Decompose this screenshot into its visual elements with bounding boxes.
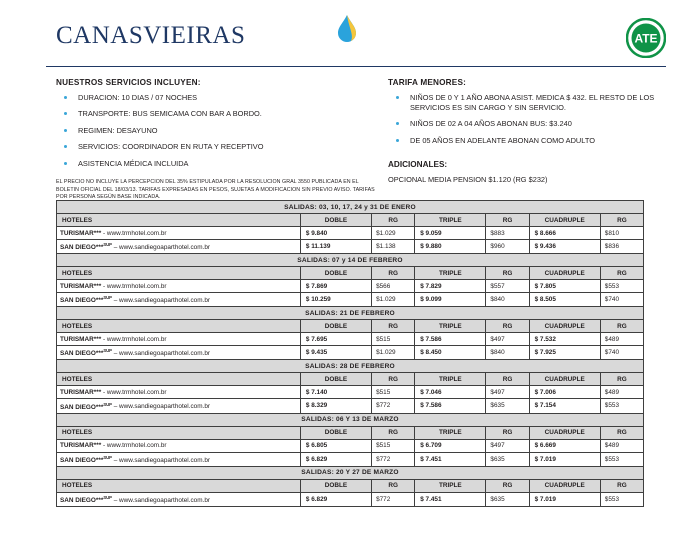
- document-header: [0, 0, 700, 62]
- rg-doble: $1.138: [372, 240, 415, 254]
- hotel-cell[interactable]: SAN DIEGO***$^{SUP}$ – www.sandiegoaparthotel.com.br: [57, 492, 301, 506]
- price-triple: $ 7.451: [415, 492, 486, 506]
- rg-cuadruple: $836: [600, 240, 643, 254]
- additional-title: ADICIONALES:: [388, 159, 448, 169]
- col-rg1: RG: [372, 373, 415, 386]
- rg-doble: $566: [372, 280, 415, 293]
- col-doble: DOBLE: [300, 373, 371, 386]
- table-column-headers: [57, 373, 644, 386]
- price-doble: $ 7.695: [300, 333, 371, 346]
- rg-triple: $840: [486, 293, 529, 307]
- hotel-cell[interactable]: SAN DIEGO***$^{SUP}$ – www.sandiegoaparthotel.com.br: [57, 452, 301, 466]
- col-hoteles: HOTELES: [57, 373, 301, 386]
- rg-cuadruple: $553: [600, 399, 643, 413]
- rg-doble: $772: [372, 399, 415, 413]
- rg-triple: $840: [486, 346, 529, 360]
- price-doble: $ 6.829: [300, 492, 371, 506]
- price-doble: $ 6.805: [300, 439, 371, 452]
- col-rg3: RG: [600, 479, 643, 492]
- col-triple: TRIPLE: [415, 267, 486, 280]
- col-cuadruple: CUADRUPLE: [529, 373, 600, 386]
- rg-doble: $515: [372, 386, 415, 399]
- services-list: [56, 93, 376, 169]
- price-triple: $ 9.880: [415, 240, 486, 254]
- rg-doble: $1.029: [372, 227, 415, 240]
- price-doble: $ 11.139: [300, 240, 371, 254]
- table-row: [57, 240, 644, 254]
- col-rg3: RG: [600, 214, 643, 227]
- fineprint-note: EL PRECIO NO INCLUYE LA PERCEPCION DEL 35% ESTIPULADA POR LA RESOLUCION GRAL 3550 PUBLICADA EN EL BOLETIN OFICIAL DEL 18/03/13. TARIFAS EXPRESADAS EN PESOS, SUJETAS A MODIFICACION SIN PREVIO AVISO. TARIFAS POR PERSONA SEGÚN BASE INDICADA.: [56, 178, 375, 201]
- col-rg2: RG: [486, 320, 529, 333]
- rg-doble: $1.029: [372, 293, 415, 307]
- price-doble: $ 7.140: [300, 386, 371, 399]
- hotel-cell[interactable]: SAN DIEGO***$^{SUP}$ – www.sandiegoaparthotel.com.br: [57, 399, 301, 413]
- col-triple: TRIPLE: [415, 320, 486, 333]
- col-cuadruple: CUADRUPLE: [529, 320, 600, 333]
- rg-triple: $557: [486, 280, 529, 293]
- price-doble: $ 7.869: [300, 280, 371, 293]
- col-rg3: RG: [600, 267, 643, 280]
- minors-title: TARIFA MENORES:: [388, 78, 467, 87]
- price-cuadruple: $ 8.666: [529, 227, 600, 240]
- col-triple: TRIPLE: [415, 214, 486, 227]
- price-cuadruple: $ 7.805: [529, 280, 600, 293]
- price-cuadruple: $ 7.154: [529, 399, 600, 413]
- services-column: [56, 78, 376, 202]
- table-row: [57, 492, 644, 506]
- rg-triple: $635: [486, 399, 529, 413]
- rg-triple: $960: [486, 240, 529, 254]
- additional-text: OPCIONAL MEDIA PENSION $1.120 (RG $232): [388, 174, 548, 184]
- table-row: [57, 346, 644, 360]
- salida-label: SALIDAS: 07 y 14 DE FEBRERO: [57, 254, 644, 267]
- col-rg2: RG: [486, 373, 529, 386]
- list-item: NIÑOS DE 02 A 04 AÑOS ABONAN BUS: $3.240: [388, 119, 678, 129]
- table-row: [57, 227, 644, 240]
- table-column-headers: [57, 479, 644, 492]
- list-item: TRANSPORTE: BUS SEMICAMA CON BAR A BORDO.: [56, 109, 376, 119]
- page-title: CANASVIEIRAS: [56, 22, 246, 49]
- price-triple: $ 7.829: [415, 280, 486, 293]
- rg-triple: $497: [486, 333, 529, 346]
- hotel-cell[interactable]: TURISMAR*** - www.trmhotel.com.br: [57, 386, 301, 399]
- rg-cuadruple: $553: [600, 452, 643, 466]
- col-doble: DOBLE: [300, 479, 371, 492]
- col-cuadruple: CUADRUPLE: [529, 426, 600, 439]
- table-group-header: [57, 466, 644, 479]
- col-triple: TRIPLE: [415, 426, 486, 439]
- col-rg2: RG: [486, 267, 529, 280]
- rg-cuadruple: $489: [600, 333, 643, 346]
- minors-list: [388, 93, 678, 146]
- table-column-headers: [57, 320, 644, 333]
- price-triple: $ 8.450: [415, 346, 486, 360]
- rg-cuadruple: $740: [600, 293, 643, 307]
- col-rg2: RG: [486, 214, 529, 227]
- table-row: [57, 399, 644, 413]
- table-row: [57, 386, 644, 399]
- price-cuadruple: $ 7.925: [529, 346, 600, 360]
- table-column-headers: [57, 267, 644, 280]
- minors-column: [388, 78, 678, 184]
- hotel-cell[interactable]: SAN DIEGO***$^{SUP}$ – www.sandiegoaparthotel.com.br: [57, 240, 301, 254]
- salida-label: SALIDAS: 21 DE FEBRERO: [57, 307, 644, 320]
- table-group-header: [57, 254, 644, 267]
- price-cuadruple: $ 7.006: [529, 386, 600, 399]
- list-item: DE 05 AÑOS EN ADELANTE ABONAN COMO ADULTO: [388, 136, 678, 146]
- price-doble: $ 10.259: [300, 293, 371, 307]
- services-title: NUESTROS SERVICIOS INCLUYEN:: [56, 78, 201, 87]
- col-hoteles: HOTELES: [57, 320, 301, 333]
- col-triple: TRIPLE: [415, 479, 486, 492]
- rg-triple: $497: [486, 439, 529, 452]
- price-cuadruple: $ 7.532: [529, 333, 600, 346]
- hotel-cell[interactable]: TURISMAR*** - www.trmhotel.com.br: [57, 280, 301, 293]
- col-rg3: RG: [600, 373, 643, 386]
- table-column-headers: [57, 426, 644, 439]
- col-rg1: RG: [372, 479, 415, 492]
- ate-logo: [626, 18, 666, 58]
- col-hoteles: HOTELES: [57, 214, 301, 227]
- col-rg3: RG: [600, 426, 643, 439]
- rg-cuadruple: $810: [600, 227, 643, 240]
- col-hoteles: HOTELES: [57, 426, 301, 439]
- price-triple: $ 7.586: [415, 399, 486, 413]
- rg-cuadruple: $553: [600, 492, 643, 506]
- table-group-header: [57, 360, 644, 373]
- col-hoteles: HOTELES: [57, 267, 301, 280]
- rg-cuadruple: $489: [600, 386, 643, 399]
- price-doble: $ 9.435: [300, 346, 371, 360]
- col-rg1: RG: [372, 426, 415, 439]
- price-triple: $ 7.586: [415, 333, 486, 346]
- price-cuadruple: $ 8.505: [529, 293, 600, 307]
- price-cuadruple: $ 7.019: [529, 452, 600, 466]
- rates-table-wrapper: [56, 200, 644, 507]
- rg-triple: $883: [486, 227, 529, 240]
- col-doble: DOBLE: [300, 320, 371, 333]
- col-triple: TRIPLE: [415, 373, 486, 386]
- rg-doble: $772: [372, 492, 415, 506]
- col-doble: DOBLE: [300, 426, 371, 439]
- price-triple: $ 9.099: [415, 293, 486, 307]
- table-row: [57, 439, 644, 452]
- col-rg1: RG: [372, 320, 415, 333]
- hotel-cell[interactable]: SAN DIEGO***$^{SUP}$ – www.sandiegoaparthotel.com.br: [57, 346, 301, 360]
- svg-text:ATE: ATE: [634, 31, 658, 46]
- price-cuadruple: $ 9.436: [529, 240, 600, 254]
- table-group-header: [57, 413, 644, 426]
- table-row: [57, 280, 644, 293]
- price-cuadruple: $ 6.669: [529, 439, 600, 452]
- rg-doble: $1.029: [372, 346, 415, 360]
- col-doble: DOBLE: [300, 214, 371, 227]
- price-cuadruple: $ 7.019: [529, 492, 600, 506]
- hotel-cell[interactable]: TURISMAR*** - www.trmhotel.com.br: [57, 227, 301, 240]
- price-doble: $ 9.840: [300, 227, 371, 240]
- list-item: ASISTENCIA MÉDICA INCLUIDA: [56, 159, 376, 169]
- list-item: REGIMEN: DESAYUNO: [56, 126, 376, 136]
- hotel-cell[interactable]: TURISMAR*** - www.trmhotel.com.br: [57, 333, 301, 346]
- col-rg3: RG: [600, 320, 643, 333]
- price-doble: $ 8.329: [300, 399, 371, 413]
- salida-label: SALIDAS: 20 Y 27 DE MARZO: [57, 466, 644, 479]
- rg-triple: $635: [486, 492, 529, 506]
- col-hoteles: HOTELES: [57, 479, 301, 492]
- col-rg2: RG: [486, 479, 529, 492]
- price-doble: $ 6.829: [300, 452, 371, 466]
- salida-label: SALIDAS: 03, 10, 17, 24 y 31 DE ENERO: [57, 201, 644, 214]
- list-item: DURACION: 10 DIAS / 07 NOCHES: [56, 93, 376, 103]
- rg-triple: $497: [486, 386, 529, 399]
- price-triple: $ 7.451: [415, 452, 486, 466]
- col-rg1: RG: [372, 267, 415, 280]
- water-drop-icon: [330, 14, 364, 48]
- rg-cuadruple: $489: [600, 439, 643, 452]
- rates-table: [56, 200, 644, 507]
- col-doble: DOBLE: [300, 267, 371, 280]
- rg-doble: $515: [372, 333, 415, 346]
- salida-label: SALIDAS: 06 Y 13 DE MARZO: [57, 413, 644, 426]
- rg-cuadruple: $553: [600, 280, 643, 293]
- hotel-cell[interactable]: TURISMAR*** - www.trmhotel.com.br: [57, 439, 301, 452]
- list-item: NIÑOS DE 0 Y 1 AÑO ABONA ASIST. MEDICA $ 432. EL RESTO DE LOS SERVICIOS ES SIN CARGO Y SIN SERVICIO.: [388, 93, 678, 113]
- col-rg2: RG: [486, 426, 529, 439]
- rg-cuadruple: $740: [600, 346, 643, 360]
- table-row: [57, 452, 644, 466]
- rg-doble: $515: [372, 439, 415, 452]
- col-rg1: RG: [372, 214, 415, 227]
- table-row: [57, 293, 644, 307]
- col-cuadruple: CUADRUPLE: [529, 214, 600, 227]
- col-cuadruple: CUADRUPLE: [529, 267, 600, 280]
- price-triple: $ 9.059: [415, 227, 486, 240]
- table-column-headers: [57, 214, 644, 227]
- header-divider: [46, 66, 666, 67]
- table-row: [57, 333, 644, 346]
- price-triple: $ 6.709: [415, 439, 486, 452]
- col-cuadruple: CUADRUPLE: [529, 479, 600, 492]
- table-group-header: [57, 201, 644, 214]
- list-item: SERVICIOS: COORDINADOR EN RUTA Y RECEPTIVO: [56, 142, 376, 152]
- table-group-header: [57, 307, 644, 320]
- rg-doble: $772: [372, 452, 415, 466]
- salida-label: SALIDAS: 28 DE FEBRERO: [57, 360, 644, 373]
- rg-triple: $635: [486, 452, 529, 466]
- price-triple: $ 7.046: [415, 386, 486, 399]
- hotel-cell[interactable]: SAN DIEGO***$^{SUP}$ – www.sandiegoaparthotel.com.br: [57, 293, 301, 307]
